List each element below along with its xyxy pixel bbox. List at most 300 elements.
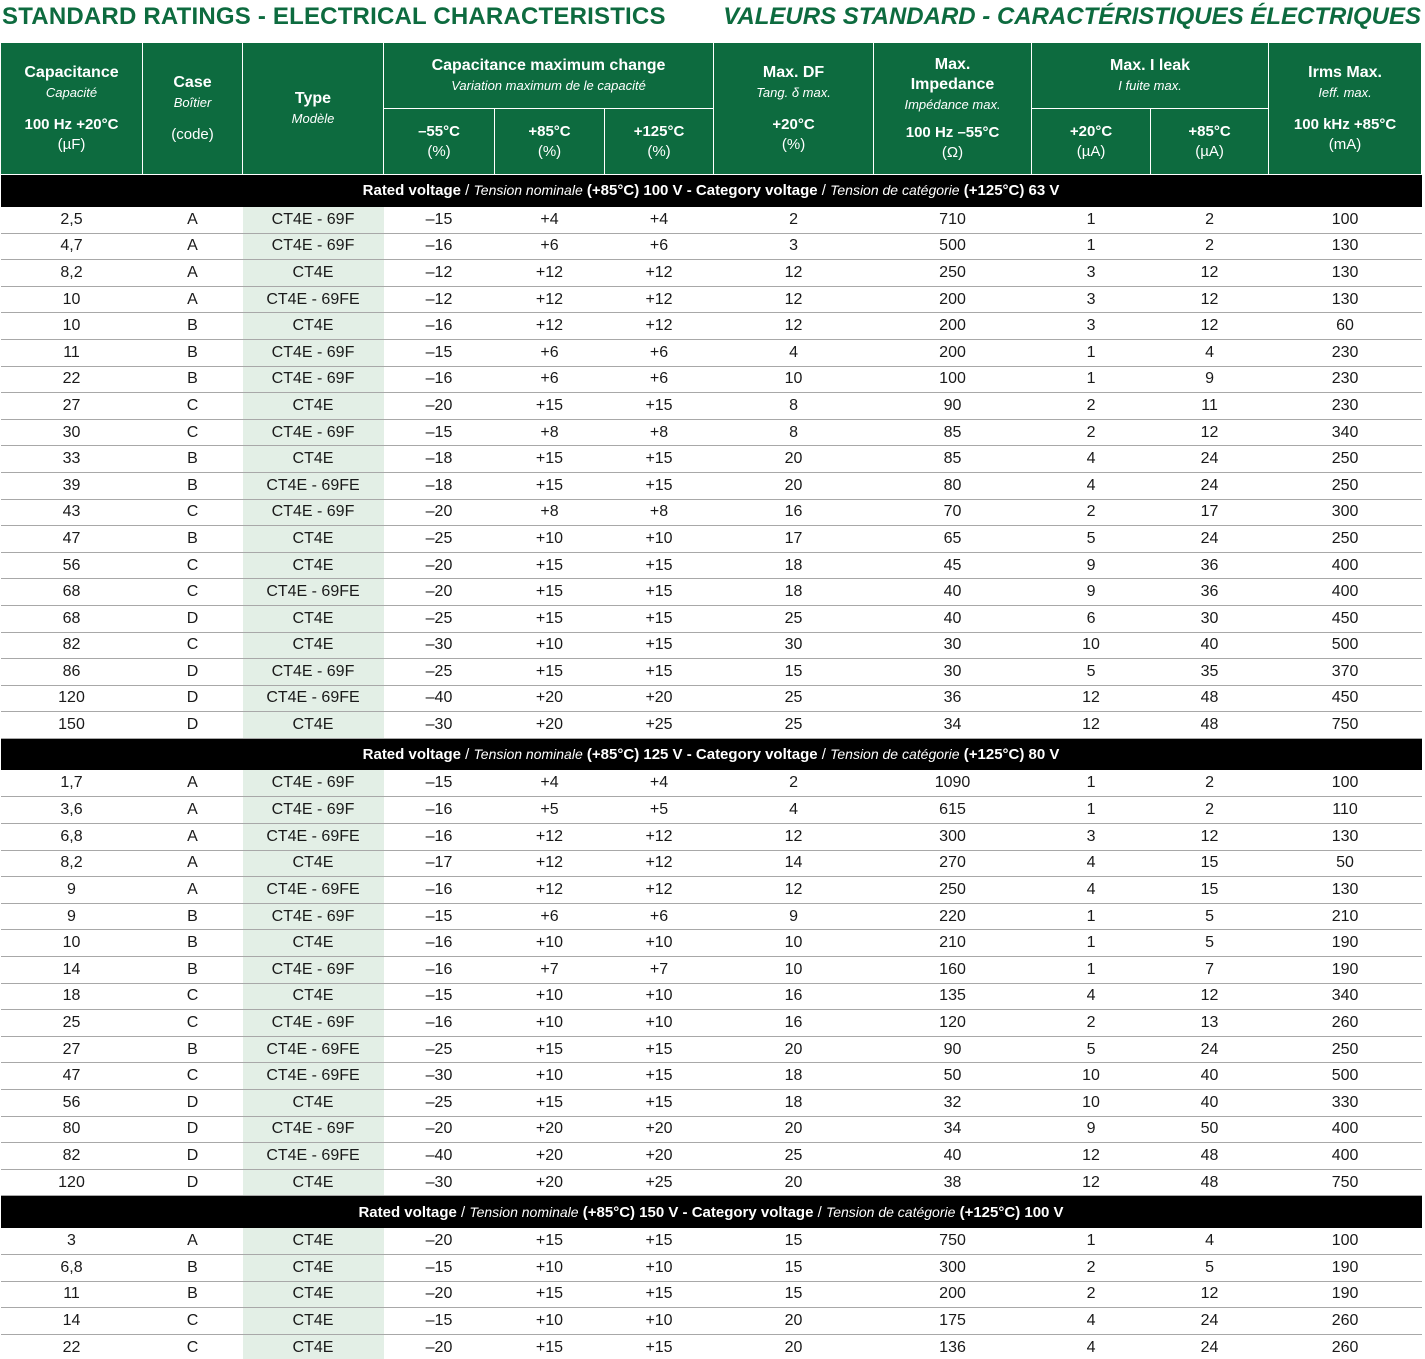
cell-max-df: 16: [714, 983, 874, 1010]
cell-ileak-20: 10: [1032, 632, 1151, 659]
table-row: [1, 1254, 1422, 1281]
cell-ileak-85: 11: [1151, 393, 1269, 420]
table-row: [1, 579, 1422, 606]
cell-change-plus85: +10: [495, 1254, 605, 1281]
cell-change-plus85: +20: [495, 712, 605, 739]
cell-case: C: [143, 1063, 243, 1090]
cell-capacitance: 11: [1, 1281, 143, 1308]
cell-case: B: [143, 526, 243, 553]
cell-irms: 400: [1269, 552, 1422, 579]
cell-change-plus125: +12: [605, 824, 714, 851]
table-row: [1, 286, 1422, 313]
cell-change-minus55: –16: [384, 233, 495, 260]
cell-change-plus125: +10: [605, 1308, 714, 1335]
cell-max-df: 25: [714, 712, 874, 739]
cell-impedance: 40: [874, 1143, 1032, 1170]
cell-change-minus55: –20: [384, 579, 495, 606]
table-row: [1, 393, 1422, 420]
cell-irms: 210: [1269, 903, 1422, 930]
cell-change-plus125: +12: [605, 260, 714, 287]
header-change-plus125: +125°C (%): [605, 109, 714, 175]
cell-change-minus55: –15: [384, 1254, 495, 1281]
cell-ileak-20: 1: [1032, 770, 1151, 797]
cell-max-df: 4: [714, 797, 874, 824]
cell-capacitance: 82: [1, 1143, 143, 1170]
cell-type: CT4E - 69F: [243, 366, 384, 393]
cell-irms: 500: [1269, 1063, 1422, 1090]
cell-change-plus125: +20: [605, 1143, 714, 1170]
rated-voltage-label: Rated voltage: [362, 746, 461, 764]
cell-max-df: 14: [714, 850, 874, 877]
cell-impedance: 32: [874, 1090, 1032, 1117]
cell-case: C: [143, 1334, 243, 1359]
cell-impedance: 250: [874, 877, 1032, 904]
cell-max-df: 16: [714, 499, 874, 526]
cell-type: CT4E - 69FE: [243, 685, 384, 712]
cell-type: CT4E - 69F: [243, 770, 384, 797]
cell-change-plus85: +20: [495, 1169, 605, 1196]
cell-change-minus55: –18: [384, 472, 495, 499]
cell-impedance: 710: [874, 207, 1032, 234]
cell-impedance: 90: [874, 393, 1032, 420]
section-row-3: [1, 1196, 1422, 1228]
cell-irms: 260: [1269, 1334, 1422, 1359]
table-row: [1, 632, 1422, 659]
cell-change-minus55: –15: [384, 1308, 495, 1335]
cell-change-minus55: –16: [384, 824, 495, 851]
cell-ileak-85: 12: [1151, 983, 1269, 1010]
cell-change-minus55: –15: [384, 339, 495, 366]
cell-ileak-20: 4: [1032, 1308, 1151, 1335]
cell-ileak-85: 24: [1151, 1036, 1269, 1063]
cell-case: B: [143, 472, 243, 499]
table-row: [1, 1036, 1422, 1063]
cell-ileak-85: 2: [1151, 770, 1269, 797]
cell-type: CT4E: [243, 1308, 384, 1335]
cell-ileak-20: 4: [1032, 1334, 1151, 1359]
cell-case: C: [143, 419, 243, 446]
table-row: [1, 1281, 1422, 1308]
cell-impedance: 85: [874, 419, 1032, 446]
cell-irms: 260: [1269, 1010, 1422, 1037]
cell-ileak-20: 2: [1032, 499, 1151, 526]
cell-change-plus85: +12: [495, 850, 605, 877]
cell-change-plus85: +15: [495, 552, 605, 579]
table-row: [1, 797, 1422, 824]
cell-change-plus125: +12: [605, 286, 714, 313]
cell-case: B: [143, 930, 243, 957]
cell-capacitance: 4,7: [1, 233, 143, 260]
table-row: [1, 419, 1422, 446]
table-row: [1, 903, 1422, 930]
cell-type: CT4E: [243, 393, 384, 420]
cell-irms: 130: [1269, 286, 1422, 313]
cell-change-plus125: +4: [605, 207, 714, 234]
cell-case: D: [143, 605, 243, 632]
cell-type: CT4E: [243, 1090, 384, 1117]
cell-ileak-85: 36: [1151, 579, 1269, 606]
cell-change-plus85: +20: [495, 685, 605, 712]
cell-impedance: 300: [874, 1254, 1032, 1281]
cell-case: C: [143, 1308, 243, 1335]
cell-capacitance: 56: [1, 552, 143, 579]
cell-case: A: [143, 260, 243, 287]
section-header: Rated voltage / Tension nominale (+85°C) 150 V - Category voltage / Tension de catégorie (+125°C) 100 V: [1, 1196, 1422, 1228]
cell-type: CT4E: [243, 1169, 384, 1196]
cell-change-plus125: +20: [605, 1116, 714, 1143]
cell-irms: 230: [1269, 339, 1422, 366]
cell-max-df: 12: [714, 824, 874, 851]
cell-impedance: 200: [874, 286, 1032, 313]
cell-ileak-20: 1: [1032, 207, 1151, 234]
cell-change-plus125: +6: [605, 903, 714, 930]
cell-case: C: [143, 499, 243, 526]
cell-change-minus55: –16: [384, 930, 495, 957]
rated-voltage-label: Rated voltage: [358, 1203, 457, 1221]
cell-ileak-20: 5: [1032, 526, 1151, 553]
cell-change-plus85: +12: [495, 260, 605, 287]
table-row: [1, 1169, 1422, 1196]
cell-impedance: 220: [874, 903, 1032, 930]
cell-change-plus125: +25: [605, 712, 714, 739]
cell-change-minus55: –30: [384, 632, 495, 659]
cell-ileak-20: 3: [1032, 824, 1151, 851]
cell-irms: 250: [1269, 526, 1422, 553]
cell-capacitance: 10: [1, 286, 143, 313]
cell-change-minus55: –16: [384, 366, 495, 393]
cell-capacitance: 120: [1, 685, 143, 712]
cell-case: A: [143, 207, 243, 234]
cell-ileak-85: 35: [1151, 659, 1269, 686]
cell-capacitance: 11: [1, 339, 143, 366]
cell-change-plus125: +7: [605, 957, 714, 984]
cell-ileak-20: 4: [1032, 446, 1151, 473]
cell-change-minus55: –30: [384, 712, 495, 739]
cell-change-plus125: +25: [605, 1169, 714, 1196]
category-voltage-label: Category voltage: [695, 746, 818, 764]
cell-max-df: 12: [714, 877, 874, 904]
cell-case: D: [143, 685, 243, 712]
cell-change-minus55: –16: [384, 957, 495, 984]
cell-change-plus125: +10: [605, 1254, 714, 1281]
cell-change-plus125: +15: [605, 1334, 714, 1359]
cell-change-plus85: +4: [495, 770, 605, 797]
rated-voltage-label-fr: Tension nominale: [469, 1203, 579, 1220]
cell-change-plus125: +6: [605, 366, 714, 393]
cell-ileak-85: 17: [1151, 499, 1269, 526]
cell-ileak-20: 1: [1032, 797, 1151, 824]
cell-change-plus85: +8: [495, 499, 605, 526]
cell-max-df: 8: [714, 393, 874, 420]
cell-change-minus55: –16: [384, 313, 495, 340]
cell-max-df: 30: [714, 632, 874, 659]
cell-change-plus85: +10: [495, 983, 605, 1010]
cell-change-minus55: –12: [384, 260, 495, 287]
cell-change-plus85: +8: [495, 419, 605, 446]
cell-impedance: 270: [874, 850, 1032, 877]
cell-change-plus125: +4: [605, 770, 714, 797]
cell-max-df: 12: [714, 313, 874, 340]
cell-impedance: 38: [874, 1169, 1032, 1196]
cell-ileak-85: 48: [1151, 685, 1269, 712]
cell-irms: 450: [1269, 605, 1422, 632]
cell-irms: 400: [1269, 1143, 1422, 1170]
cell-irms: 230: [1269, 366, 1422, 393]
cell-change-plus85: +15: [495, 1090, 605, 1117]
ratings-table: [0, 42, 1422, 1359]
cell-capacitance: 10: [1, 313, 143, 340]
table-row: [1, 526, 1422, 553]
cell-change-plus85: +15: [495, 393, 605, 420]
table-row: [1, 1143, 1422, 1170]
cell-ileak-20: 2: [1032, 1281, 1151, 1308]
category-voltage-value: (+125°C) 63 V: [963, 182, 1060, 200]
cell-change-plus85: +20: [495, 1116, 605, 1143]
table-row: [1, 685, 1422, 712]
cell-ileak-20: 4: [1032, 983, 1151, 1010]
cell-ileak-85: 24: [1151, 472, 1269, 499]
cell-type: CT4E: [243, 605, 384, 632]
cell-ileak-85: 7: [1151, 957, 1269, 984]
cell-impedance: 90: [874, 1036, 1032, 1063]
cell-ileak-85: 5: [1151, 903, 1269, 930]
table-row: [1, 313, 1422, 340]
rated-voltage-value: (+85°C) 125 V -: [586, 746, 692, 764]
cell-case: C: [143, 983, 243, 1010]
cell-irms: 50: [1269, 850, 1422, 877]
cell-change-minus55: –18: [384, 446, 495, 473]
cell-capacitance: 86: [1, 659, 143, 686]
cell-change-plus85: +15: [495, 1036, 605, 1063]
cell-change-plus85: +15: [495, 472, 605, 499]
cell-max-df: 25: [714, 605, 874, 632]
cell-change-plus85: +10: [495, 930, 605, 957]
cell-ileak-85: 4: [1151, 339, 1269, 366]
table-row: [1, 552, 1422, 579]
cell-ileak-85: 48: [1151, 1169, 1269, 1196]
cell-type: CT4E: [243, 526, 384, 553]
cell-capacitance: 8,2: [1, 260, 143, 287]
cell-ileak-85: 4: [1151, 1228, 1269, 1255]
cell-capacitance: 22: [1, 366, 143, 393]
cell-capacitance: 6,8: [1, 1254, 143, 1281]
cell-ileak-20: 10: [1032, 1090, 1151, 1117]
cell-case: D: [143, 1116, 243, 1143]
category-voltage-label: Category voltage: [691, 1203, 814, 1221]
cell-irms: 130: [1269, 260, 1422, 287]
cell-irms: 130: [1269, 824, 1422, 851]
table-row: [1, 605, 1422, 632]
cell-impedance: 135: [874, 983, 1032, 1010]
cell-type: CT4E: [243, 446, 384, 473]
cell-impedance: 250: [874, 260, 1032, 287]
cell-capacitance: 120: [1, 1169, 143, 1196]
cell-change-plus125: +10: [605, 983, 714, 1010]
section-row-2: [1, 738, 1422, 770]
cell-impedance: 160: [874, 957, 1032, 984]
cell-capacitance: 30: [1, 419, 143, 446]
cell-ileak-20: 3: [1032, 286, 1151, 313]
cell-change-minus55: –15: [384, 770, 495, 797]
cell-ileak-20: 9: [1032, 552, 1151, 579]
cell-type: CT4E - 69F: [243, 419, 384, 446]
cell-change-minus55: –25: [384, 605, 495, 632]
cell-case: D: [143, 659, 243, 686]
cell-ileak-85: 12: [1151, 313, 1269, 340]
cell-type: CT4E - 69FE: [243, 824, 384, 851]
cell-ileak-85: 12: [1151, 419, 1269, 446]
cell-max-df: 16: [714, 1010, 874, 1037]
cell-capacitance: 43: [1, 499, 143, 526]
cell-type: CT4E - 69F: [243, 1010, 384, 1037]
title-bar: [0, 0, 1425, 40]
cell-ileak-85: 12: [1151, 824, 1269, 851]
cell-capacitance: 47: [1, 1063, 143, 1090]
cell-max-df: 4: [714, 339, 874, 366]
cell-impedance: 50: [874, 1063, 1032, 1090]
cell-change-plus85: +15: [495, 1228, 605, 1255]
cell-capacitance: 27: [1, 1036, 143, 1063]
cell-change-plus85: +10: [495, 1010, 605, 1037]
cell-change-minus55: –12: [384, 286, 495, 313]
cell-case: D: [143, 1169, 243, 1196]
cell-ileak-85: 12: [1151, 286, 1269, 313]
cell-impedance: 80: [874, 472, 1032, 499]
cell-ileak-20: 12: [1032, 685, 1151, 712]
cell-ileak-20: 9: [1032, 579, 1151, 606]
table-row: [1, 850, 1422, 877]
cell-case: B: [143, 1036, 243, 1063]
cell-ileak-20: 1: [1032, 339, 1151, 366]
cell-ileak-20: 2: [1032, 1010, 1151, 1037]
title-french: VALEURS STANDARD - CARACTÉRISTIQUES ÉLECTRIQUES: [723, 3, 1421, 30]
cell-change-minus55: –15: [384, 207, 495, 234]
rated-voltage-label-fr: Tension nominale: [473, 182, 583, 199]
cell-max-df: 20: [714, 446, 874, 473]
cell-ileak-85: 9: [1151, 366, 1269, 393]
cell-capacitance: 14: [1, 1308, 143, 1335]
table-row: [1, 233, 1422, 260]
rated-voltage-value: (+85°C) 100 V -: [586, 182, 692, 200]
cell-type: CT4E: [243, 1254, 384, 1281]
cell-max-df: 25: [714, 1143, 874, 1170]
cell-change-minus55: –15: [384, 419, 495, 446]
cell-irms: 100: [1269, 770, 1422, 797]
cell-irms: 330: [1269, 1090, 1422, 1117]
cell-impedance: 120: [874, 1010, 1032, 1037]
cell-change-plus125: +15: [605, 472, 714, 499]
cell-ileak-85: 2: [1151, 797, 1269, 824]
cell-capacitance: 68: [1, 605, 143, 632]
table-row: [1, 260, 1422, 287]
category-voltage-label-fr: Tension de catégorie: [825, 1203, 956, 1220]
cell-change-plus85: +10: [495, 632, 605, 659]
cell-type: CT4E - 69F: [243, 233, 384, 260]
table-row: [1, 472, 1422, 499]
cell-ileak-85: 5: [1151, 930, 1269, 957]
cell-max-df: 2: [714, 770, 874, 797]
cell-change-plus85: +15: [495, 605, 605, 632]
cell-ileak-85: 48: [1151, 1143, 1269, 1170]
cell-change-minus55: –20: [384, 1334, 495, 1359]
cell-irms: 130: [1269, 877, 1422, 904]
header-type: Type Modèle: [243, 43, 384, 175]
table-row: [1, 983, 1422, 1010]
cell-type: CT4E - 69FE: [243, 286, 384, 313]
table-row: [1, 877, 1422, 904]
cell-ileak-85: 15: [1151, 877, 1269, 904]
cell-case: D: [143, 712, 243, 739]
cell-ileak-20: 5: [1032, 1036, 1151, 1063]
section-header: Rated voltage / Tension nominale (+85°C) 100 V - Category voltage / Tension de catégorie (+125°C) 63 V: [1, 175, 1422, 207]
cell-change-minus55: –20: [384, 393, 495, 420]
header-capacitance: Capacitance Capacité 100 Hz +20°C (µF): [1, 43, 143, 175]
cell-change-plus125: +15: [605, 1090, 714, 1117]
table-row: [1, 824, 1422, 851]
cell-change-plus125: +6: [605, 233, 714, 260]
cell-change-plus125: +12: [605, 877, 714, 904]
cell-capacitance: 9: [1, 877, 143, 904]
cell-ileak-20: 5: [1032, 659, 1151, 686]
rated-voltage-label-fr: Tension nominale: [473, 746, 583, 763]
cell-ileak-85: 15: [1151, 850, 1269, 877]
cell-change-plus125: +6: [605, 339, 714, 366]
cell-type: CT4E - 69F: [243, 499, 384, 526]
cell-change-minus55: –20: [384, 1116, 495, 1143]
header-max-df: Max. DF Tang. δ max. +20°C (%): [714, 43, 874, 175]
cell-case: B: [143, 903, 243, 930]
cell-ileak-20: 1: [1032, 233, 1151, 260]
cell-change-plus85: +15: [495, 1281, 605, 1308]
cell-change-minus55: –25: [384, 659, 495, 686]
cell-change-plus125: +10: [605, 1010, 714, 1037]
cell-max-df: 9: [714, 903, 874, 930]
table-body: [1, 175, 1422, 1359]
cell-change-plus85: +6: [495, 233, 605, 260]
cell-ileak-85: 40: [1151, 1063, 1269, 1090]
cell-capacitance: 1,7: [1, 770, 143, 797]
cell-change-plus85: +12: [495, 286, 605, 313]
cell-ileak-20: 10: [1032, 1063, 1151, 1090]
cell-type: CT4E: [243, 632, 384, 659]
cell-irms: 190: [1269, 930, 1422, 957]
table-row: [1, 446, 1422, 473]
header-change-plus85: +85°C (%): [495, 109, 605, 175]
cell-impedance: 1090: [874, 770, 1032, 797]
cell-impedance: 30: [874, 632, 1032, 659]
cell-impedance: 200: [874, 313, 1032, 340]
cell-ileak-85: 13: [1151, 1010, 1269, 1037]
cell-case: C: [143, 579, 243, 606]
cell-max-df: 20: [714, 1169, 874, 1196]
cell-change-plus125: +8: [605, 419, 714, 446]
cell-change-minus55: –40: [384, 685, 495, 712]
cell-change-minus55: –25: [384, 1036, 495, 1063]
header-irms: Irms Max. Ieff. max. 100 kHz +85°C (mA): [1269, 43, 1422, 175]
table-row: [1, 770, 1422, 797]
cell-change-plus85: +12: [495, 313, 605, 340]
cell-impedance: 300: [874, 824, 1032, 851]
cell-change-plus125: +10: [605, 930, 714, 957]
cell-impedance: 65: [874, 526, 1032, 553]
cell-capacitance: 56: [1, 1090, 143, 1117]
cell-ileak-20: 3: [1032, 313, 1151, 340]
cell-case: C: [143, 1010, 243, 1037]
section-header: Rated voltage / Tension nominale (+85°C) 125 V - Category voltage / Tension de catégorie (+125°C) 80 V: [1, 738, 1422, 770]
cell-irms: 230: [1269, 393, 1422, 420]
cell-type: CT4E: [243, 1228, 384, 1255]
rated-voltage-value: (+85°C) 150 V -: [582, 1203, 688, 1221]
